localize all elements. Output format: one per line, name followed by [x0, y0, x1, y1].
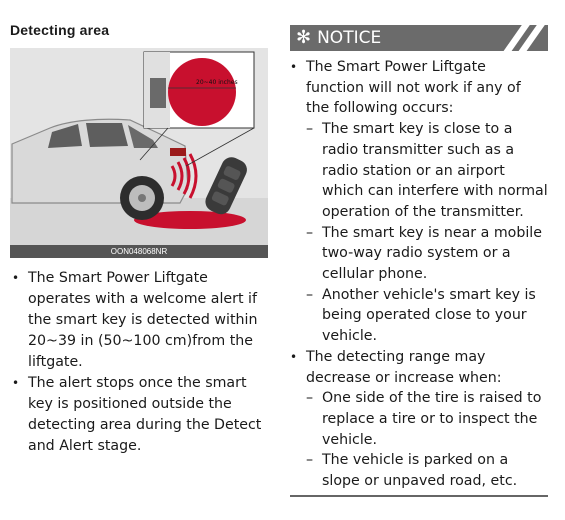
notice-subitem: – The smart key is close to a radio transmitter such as a radio station or an airport which can interfere with normal operation of the transmitter.: [306, 119, 548, 223]
notice-subitem: – The vehicle is parked on a slope or unpaved road, etc.: [306, 450, 548, 491]
notice-subitem: – One side of the tire is raised to replace a tire or to inspect the vehicle.: [306, 388, 548, 450]
notice-item-1-sublist: [306, 119, 548, 347]
detecting-area-figure: [10, 48, 268, 258]
notice-title: NOTICE: [317, 28, 382, 48]
left-bullet-1: • The Smart Power Liftgate operates with a welcome alert if the smart key is detected within 20~39 in (50~100 cm)from the liftgate.: [10, 268, 268, 373]
notice-item-2-sublist: [306, 388, 548, 492]
left-column: [10, 22, 268, 457]
notice-item-2: [290, 347, 548, 492]
notice-item-1: [290, 57, 548, 347]
asterisk-icon: ✻: [296, 27, 312, 48]
notice-item-2-text: The detecting range may decrease or increase when:: [306, 348, 502, 386]
notice-bottom-rule: [290, 495, 548, 497]
notice-box: [290, 25, 548, 492]
section-title: Detecting area: [10, 22, 110, 38]
range-label: 20~40 inches: [196, 79, 238, 86]
car-illustration: [10, 48, 268, 258]
inset-detection-zone: [168, 58, 236, 126]
notice-header: [290, 25, 548, 51]
left-bullet-list: [10, 268, 268, 457]
notice-subitem: – The smart key is near a mobile two-way radio system or a cellular phone.: [306, 223, 548, 285]
notice-subitem: – Another vehicle's smart key is being operated close to your vehicle.: [306, 285, 548, 347]
notice-item-1-text: The Smart Power Liftgate function will not work if any of the following occurs:: [306, 59, 521, 117]
left-bullet-2: • The alert stops once the smart key is positioned outside the detecting area during the Detect and Alert stage.: [10, 373, 268, 457]
notice-list: [290, 57, 548, 492]
figure-caption: OON048068NR: [10, 245, 268, 258]
